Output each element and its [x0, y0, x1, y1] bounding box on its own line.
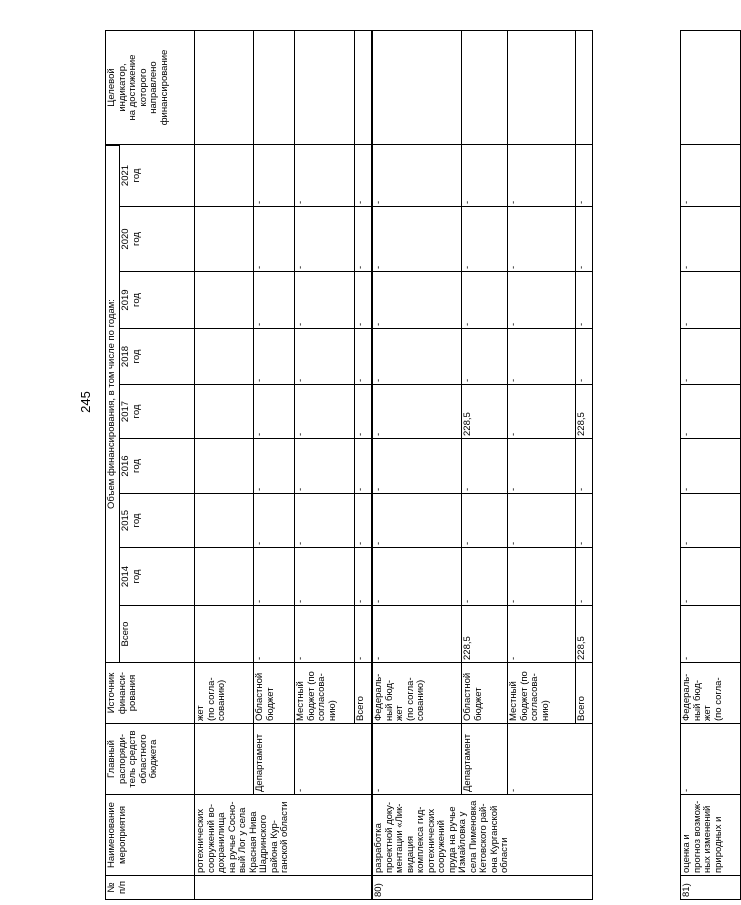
value-cell-continued-2-5: -: [253, 384, 295, 439]
value-cell-continued-2-9: -: [253, 144, 295, 207]
header-year-2020: 2020 год: [119, 206, 195, 272]
row-num-81: 81): [680, 875, 741, 900]
value-cell-continued-2-7: -: [253, 271, 295, 329]
value-cell-80-3-5: -: [507, 384, 576, 439]
value-cell-80-2-8: -: [461, 206, 508, 272]
value-cell-80-1-5: -: [372, 384, 462, 439]
header-manager: Главный распоряди- тель средств областного бюджета: [105, 723, 195, 795]
header-year-2014: 2014 год: [119, 547, 195, 606]
value-cell-continued-4-6: -: [354, 328, 372, 385]
value-cell-80-1-3: -: [372, 493, 462, 548]
value-cell-continued-1-4: [194, 438, 254, 494]
value-cell-80-4-7: -: [575, 271, 593, 329]
value-cell-continued-4-7: -: [354, 271, 372, 329]
value-cell-80-2-3: -: [461, 493, 508, 548]
row-target-continued-4: [354, 30, 372, 145]
value-cell-81-1-4: -: [680, 438, 741, 494]
value-cell-80-1-7: -: [372, 271, 462, 329]
value-cell-continued-1-6: [194, 328, 254, 385]
value-cell-continued-3-5: -: [294, 384, 355, 439]
value-cell-continued-3-3: -: [294, 493, 355, 548]
row-source-continued-3: Местный бюджет (по согласова- нию): [294, 662, 355, 724]
row-target-continued-2: [253, 30, 295, 145]
value-cell-80-4-4: -: [575, 438, 593, 494]
value-cell-81-1-8: -: [680, 206, 741, 272]
value-cell-continued-4-5: -: [354, 384, 372, 439]
value-cell-80-3-7: -: [507, 271, 576, 329]
value-cell-continued-2-1: -: [253, 605, 295, 663]
header-source: Источник финанси- рования: [105, 662, 195, 724]
value-cell-continued-3-7: -: [294, 271, 355, 329]
value-cell-80-4-8: -: [575, 206, 593, 272]
value-cell-80-1-2: -: [372, 547, 462, 606]
value-cell-continued-4-2: -: [354, 547, 372, 606]
value-cell-continued-1-7: [194, 271, 254, 329]
value-cell-80-2-5: 228,5: [461, 384, 508, 439]
row-target-continued-1: [194, 30, 254, 145]
header-total: Всего: [119, 605, 195, 663]
value-cell-80-4-3: -: [575, 493, 593, 548]
value-cell-continued-4-4: -: [354, 438, 372, 494]
value-cell-80-2-7: -: [461, 271, 508, 329]
value-cell-continued-1-5: [194, 384, 254, 439]
value-cell-80-2-2: -: [461, 547, 508, 606]
row-name-80: разработка проектной доку- ментации «Лик- видация комплекса гид- ротехнических сооружений пруда на ручье Измайловка у села Пименовка Кетовского рай- она Курганской области: [372, 794, 593, 876]
row-target-continued-3: [294, 30, 355, 145]
header-year-2019: 2019 год: [119, 271, 195, 329]
value-cell-80-3-1: -: [507, 605, 576, 663]
row-target-80-1: [372, 30, 462, 145]
value-cell-continued-4-8: -: [354, 206, 372, 272]
header-num: № п/п: [105, 875, 195, 900]
value-cell-continued-3-8: -: [294, 206, 355, 272]
value-cell-80-2-1: 228,5: [461, 605, 508, 663]
value-cell-81-1-7: -: [680, 271, 741, 329]
row-target-80-3: [507, 30, 576, 145]
value-cell-continued-3-4: -: [294, 438, 355, 494]
value-cell-80-3-6: -: [507, 328, 576, 385]
header-target: Целевой индикатор, на достижение которого направлено финансирование: [105, 30, 195, 145]
row-target-81-1: [680, 30, 741, 145]
value-cell-80-3-8: -: [507, 206, 576, 272]
header-year-2018: 2018 год: [119, 328, 195, 385]
value-cell-81-1-3: -: [680, 493, 741, 548]
row-source-80-3: Местный бюджет (по согласова- нию): [507, 662, 576, 724]
row-name-continued: ротехнических сооружений во- дохранилища на ручье Сосно- вый Лог у села Красная Нива Шадринского района Кур- ганской области: [194, 794, 372, 876]
row-source-80-2: Областной бюджет: [461, 662, 508, 724]
value-cell-continued-3-6: -: [294, 328, 355, 385]
value-cell-80-2-4: -: [461, 438, 508, 494]
value-cell-continued-1-3: [194, 493, 254, 548]
row-manager-80-2: Департамент: [461, 723, 508, 795]
value-cell-80-3-3: -: [507, 493, 576, 548]
value-cell-continued-4-9: -: [354, 144, 372, 207]
header-year-2021: 2021 год: [119, 144, 195, 207]
value-cell-continued-4-1: -: [354, 605, 372, 663]
row-num-continued: [194, 875, 372, 900]
value-cell-80-1-8: -: [372, 206, 462, 272]
row-target-80-2: [461, 30, 508, 145]
value-cell-continued-2-3: -: [253, 493, 295, 548]
value-cell-continued-3-2: -: [294, 547, 355, 606]
value-cell-81-1-2: -: [680, 547, 741, 606]
row-manager-continued-1: [194, 723, 254, 795]
row-source-continued-2: Областной бюджет: [253, 662, 295, 724]
value-cell-continued-2-8: -: [253, 206, 295, 272]
value-cell-continued-4-3: -: [354, 493, 372, 548]
value-cell-continued-1-2: [194, 547, 254, 606]
value-cell-81-1-6: -: [680, 328, 741, 385]
value-cell-80-1-4: -: [372, 438, 462, 494]
value-cell-80-3-9: -: [507, 144, 576, 207]
value-cell-81-1-9: -: [680, 144, 741, 207]
header-name: Наименование мероприятия: [105, 794, 195, 876]
row-manager-81: -: [680, 723, 741, 795]
row-manager-80-3: -: [507, 723, 593, 795]
value-cell-80-4-9: -: [575, 144, 593, 207]
value-cell-continued-2-2: -: [253, 547, 295, 606]
value-cell-80-4-6: -: [575, 328, 593, 385]
value-cell-80-3-2: -: [507, 547, 576, 606]
row-source-continued-1: жет (по согла- сованию): [194, 662, 254, 724]
value-cell-continued-1-8: [194, 206, 254, 272]
value-cell-81-1-5: -: [680, 384, 741, 439]
header-year-2016: 2016 год: [119, 438, 195, 494]
value-cell-continued-3-1: -: [294, 605, 355, 663]
row-source-continued-4: Всего: [354, 662, 372, 724]
value-cell-continued-3-9: -: [294, 144, 355, 207]
row-source-80-1: Федераль- ный бюд- жет (по согла- сованию): [372, 662, 462, 724]
row-manager-80-1: -: [372, 723, 462, 795]
value-cell-80-4-5: 228,5: [575, 384, 593, 439]
value-cell-80-3-4: -: [507, 438, 576, 494]
row-source-81-1: Федераль- ный бюд- жет (по согла-: [680, 662, 741, 724]
row-num-80: 80): [372, 875, 593, 900]
row-source-80-4: Всего: [575, 662, 593, 724]
financing-table: [105, 30, 724, 900]
value-cell-80-2-9: -: [461, 144, 508, 207]
value-cell-80-4-2: -: [575, 547, 593, 606]
row-target-80-4: [575, 30, 593, 145]
header-year-2015: 2015 год: [119, 493, 195, 548]
header-volume: Объем финансирования, в том числе по годам:: [105, 145, 120, 663]
row-name-81: оценка и прогноз возмож- ных изменений природных и: [680, 794, 741, 876]
header-year-2017: 2017 год: [119, 384, 195, 439]
value-cell-80-1-6: -: [372, 328, 462, 385]
row-manager-continued-2: Департамент: [253, 723, 295, 795]
value-cell-81-1-1: -: [680, 605, 741, 663]
table-rotation-wrapper: [105, 30, 724, 900]
page-number: 245: [78, 391, 93, 413]
value-cell-continued-1-1: [194, 605, 254, 663]
value-cell-80-4-1: 228,5: [575, 605, 593, 663]
value-cell-80-1-1: -: [372, 605, 462, 663]
value-cell-80-1-9: -: [372, 144, 462, 207]
row-manager-continued-3: -: [294, 723, 372, 795]
value-cell-continued-1-9: [194, 144, 254, 207]
value-cell-continued-2-4: -: [253, 438, 295, 494]
value-cell-80-2-6: -: [461, 328, 508, 385]
value-cell-continued-2-6: -: [253, 328, 295, 385]
